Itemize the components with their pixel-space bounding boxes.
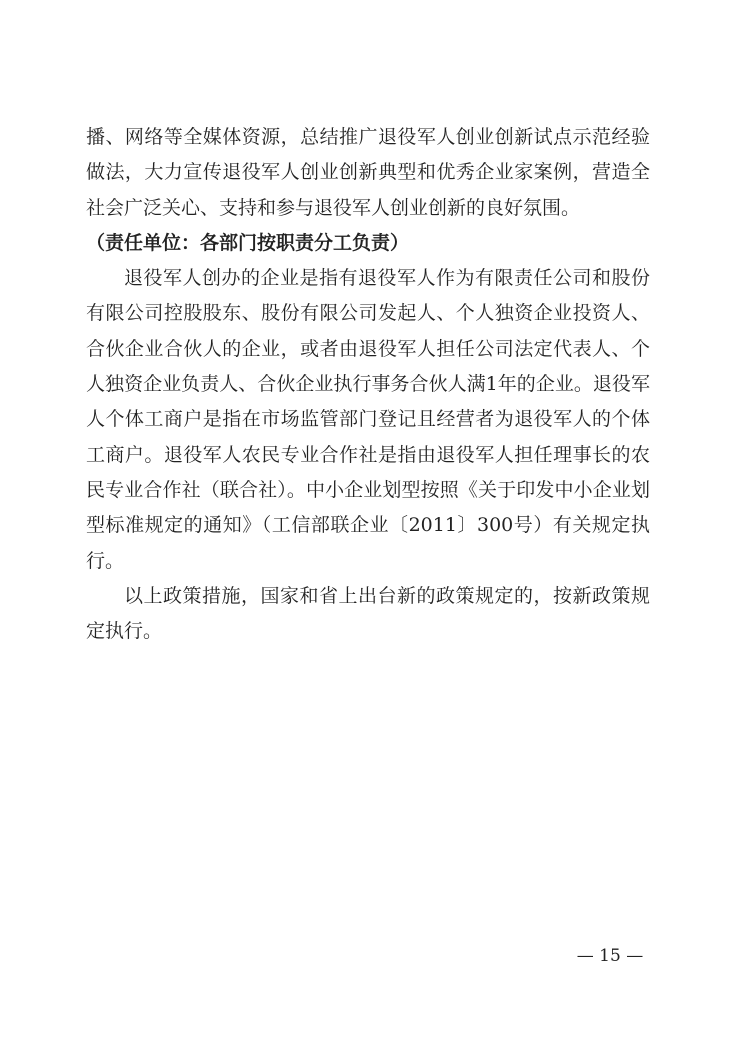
responsibility-note: （责任单位：各部门按职责分工负责） <box>86 231 410 254</box>
closing-paragraph: 以上政策措施，国家和省上出台新的政策规定的，按新政策规定执行。 <box>86 584 650 643</box>
document-body <box>86 120 650 649</box>
paragraph-continuation: 播、网络等全媒体资源，总结推广退役军人创业创新试点示范经验做法，大力宣传退役军人创业创新典型和优秀企业家案例，营造全社会广泛关心、支持和参与退役军人创业创新的良好氛围。 <box>86 126 650 219</box>
definition-paragraph: 退役军人创办的企业是指有退役军人作为有限责任公司和股份有限公司控股股东、股份有限公司发起人、个人独资企业投资人、合伙企业合伙人的企业，或者由退役军人担任公司法定代表人、个人独资企业负责人、合伙企业执行事务合伙人满1年的企业。退役军人个体工商户是指在市场监管部门登记且经营者为退役军人的个体工商户。退役军人农民专业合作社是指由退役军人担任理事长的农民专业合作社（联合社）。中小企业划型按照《关于印发中小企业划型标准规定的通知》（工信部联企业〔2011〕300号）有关规定执行。 <box>86 267 650 572</box>
page-number: — 15 — <box>576 946 644 966</box>
